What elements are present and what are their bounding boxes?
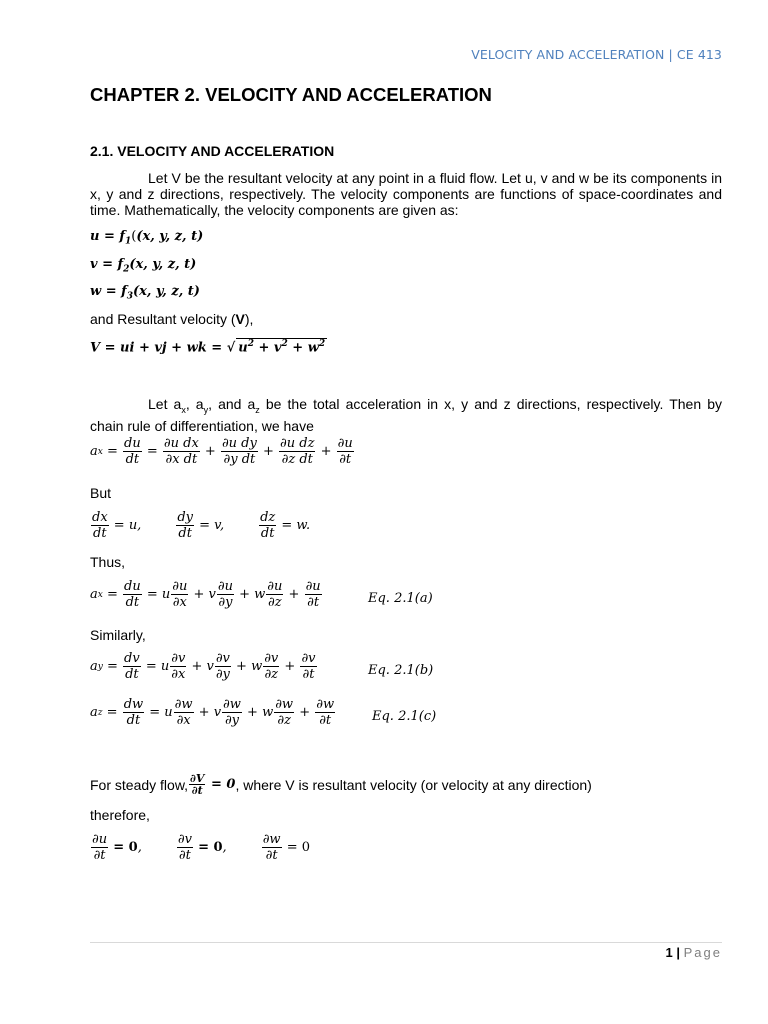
- label-eq-2-1-a: Eq. 2.1(a): [368, 591, 433, 606]
- intro-paragraph: [90, 170, 722, 218]
- equation-u: $u = f_1((x$, y, z, t): [90, 229, 204, 247]
- equation-resultant: V = ui + vj + wk = √ $u^2 + v^2 + w^2$: [90, 339, 326, 356]
- page-number: 1: [665, 945, 673, 960]
- resultant-intro: and Resultant velocity (V),: [90, 311, 254, 327]
- label-eq-2-1-b: Eq. 2.1(b): [368, 663, 434, 678]
- word-therefore: therefore,: [90, 807, 150, 823]
- steady-flow-sentence: For steady flow, $\frac{\partial V}{\partial t}$ = 0 , where V is resultant velocity (or velocity at any direction): [90, 772, 592, 797]
- section-title: 2.1. VELOCITY AND ACCELERATION: [90, 143, 335, 159]
- equation-2-1-c: a z = $\frac{dw}{dt}$ = u $\frac{\partial w}{\partial x}$ + v $\frac{\partial w}{\partial y}$ + w $\frac{\partial w}{\partial z}$ + $\frac{\partial w}{\partial t}$: [90, 697, 335, 728]
- equation-steady-partials: $\frac{\partial u}{\partial t}$ = 0 , $\frac{\partial v}{\partial t}$ = 0 , $\frac{\partial w}{\partial t}$ = 0: [92, 832, 310, 863]
- equation-2-1-b: a y = $\frac{dv}{dt}$ = u $\frac{\partial v}{\partial x}$ + v $\frac{\partial v}{\partial y}$ + w $\frac{\partial v}{\partial z}$ + $\frac{\partial v}{\partial t}$: [90, 651, 316, 682]
- acceleration-paragraph: Let $a_x$, $a_y$, and $a_z$ be the total acceleration in x, y and z directions, respectively. Then by chain rule of differentiation, we have: [90, 396, 722, 434]
- equation-w: $w = f_3(x$, y, z, t): [90, 284, 200, 302]
- page-word: Page: [683, 945, 722, 960]
- page-footer: 1 | Page: [665, 945, 722, 960]
- footer-divider: [90, 942, 722, 943]
- intro-text: Let V be the resultant velocity at any point in a fluid flow. Let u, v and w be its components in x, y and z directions, respectively. The velocity components are functions of space-coordinates and time. Mathematically, the velocity components are given as:: [90, 170, 722, 218]
- label-eq-2-1-c: Eq. 2.1(c): [372, 709, 437, 724]
- word-similarly: Similarly,: [90, 627, 146, 643]
- equation-dx-dt: $\frac{dx}{dt}$ = u, $\frac{dy}{dt}$ = v, $\frac{dz}{dt}$ = w.: [92, 510, 311, 541]
- equation-2-1-a: a x = $\frac{du}{dt}$ = u $\frac{\partial u}{\partial x}$ + v $\frac{\partial u}{\partial y}$ + w $\frac{\partial u}{\partial z}$ + $\frac{\partial u}{\partial t}$: [90, 579, 321, 610]
- word-thus: Thus,: [90, 554, 126, 570]
- equation-v: $v = f_2(x$, y, z, t): [90, 257, 197, 275]
- equation-ax-chain-rule: a x = $\frac{du}{dt}$ = $\frac{\text{∂u dx}}{\text{∂x dt}}$ + $\frac{\text{∂u dy}}{\text{∂y dt}}$ + $\frac{\text{∂u dz}}{\text{∂z dt}}$ + $\frac{\partial u}{\partial t}$: [90, 436, 353, 467]
- word-but: But: [90, 485, 112, 501]
- chapter-title: CHAPTER 2. VELOCITY AND ACCELERATION: [90, 84, 492, 105]
- running-header: VELOCITY AND ACCELERATION | CE 413: [471, 47, 722, 62]
